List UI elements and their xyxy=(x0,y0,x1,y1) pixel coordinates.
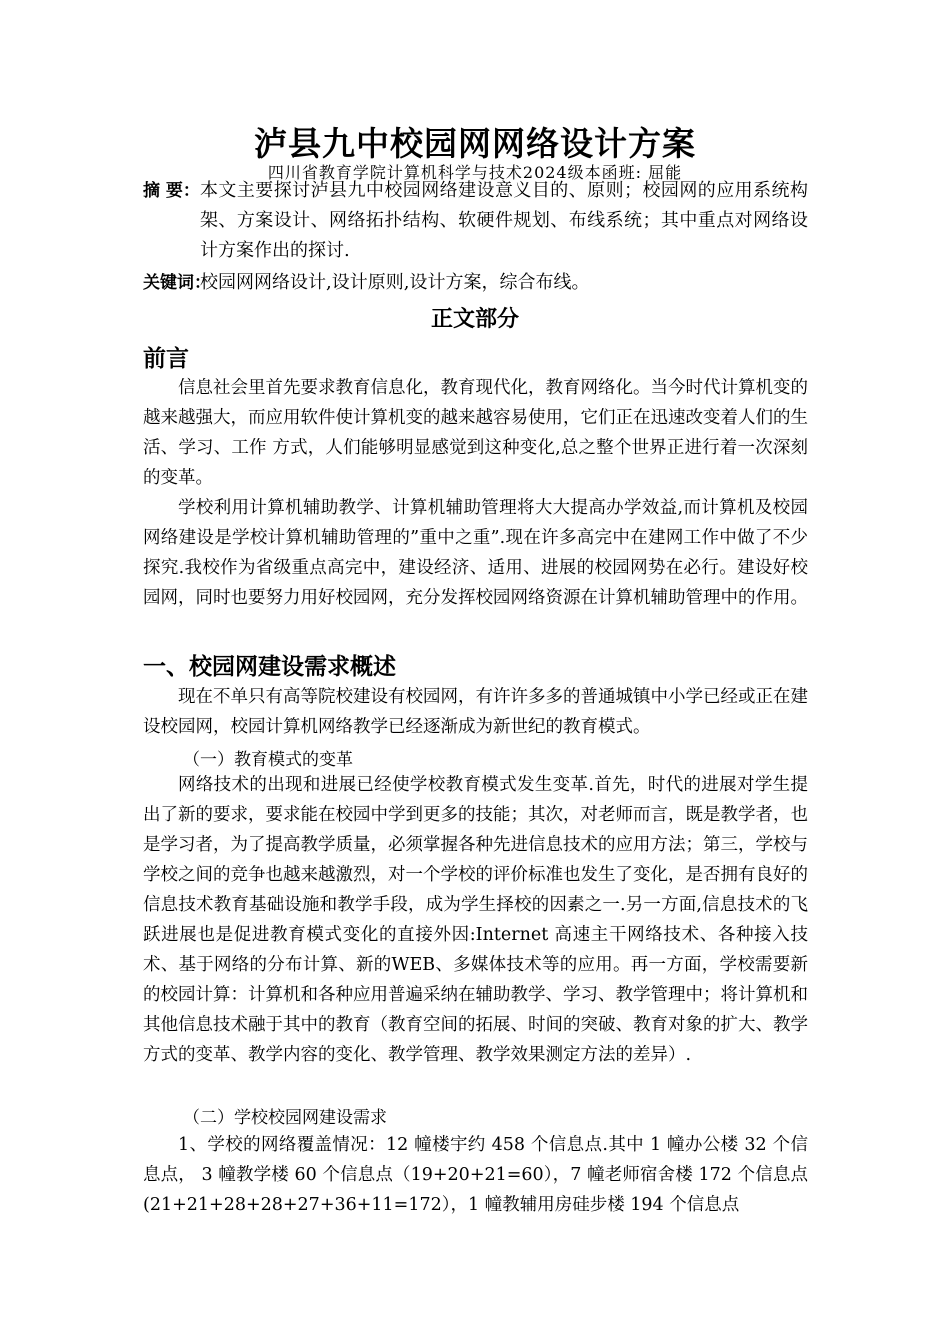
subsection-1-heading: （一）教育模式的变革 xyxy=(183,750,353,770)
document-title: 泸县九中校园网网络设计方案 xyxy=(254,124,696,163)
section1-heading: 一、校园网建设需求概述 xyxy=(143,654,396,680)
keywords-block xyxy=(143,268,808,298)
preface-paragraph-2: 学校利用计算机辅助教学、计算机辅助管理将大大提高办学效益,而计算机及校园网络建设是学校计算机辅助管理的”重中之重”.现在许多高完中在建网工作中做了不少探究.我校作为省级重点高完中，建设经济、适用、进展的校园网势在必行。建设好校园网，同时也要努力用好校园网，充分发挥校园网络资源在计算机辅助管理中的作用。 xyxy=(143,498,808,608)
author-line: 四川省教育学院计算机科学与技术2024级本函班: 屈能 xyxy=(267,163,683,182)
preface-paragraph-1: 信息社会里首先要求教育信息化，教育现代化，教育网络化。当今时代计算机变的越来越强大，而应用软件使计算机变的越来越容易使用，它们正在迅速改变着人们的生活、学习、工作 方式，人们能够明显感觉到这种变化,总之整个世界正进行着一次深刻的变革。 xyxy=(143,378,808,488)
abstract-block xyxy=(143,176,808,266)
main-heading: 正文部分 xyxy=(430,307,519,332)
abstract-text: 本文主要探讨泸县九中校园网络建设意义目的、原则；校园网的应用系统构架、方案设计、网络拓扑结构、软硬件规划、布线系统；其中重点对网络设计方案作出的探讨. xyxy=(200,180,808,261)
section1-paragraph-3: 1、学校的网络覆盖情况：12 幢楼宇约 458 个信息点.其中 1 幢办公楼 32 个信息点， 3 幢教学楼 60 个信息点（19+20+21=60），7 幢老师宿舍楼 172 个信息点(21+21+28+28+27+36+11=172），1 幢教辅用房硅步楼 194 个信息点 xyxy=(143,1135,808,1215)
section1-paragraph-2: 网络技术的出现和进展已经使学校教育模式发生变革.首先，时代的进展对学生提出了新的要求，要求能在校园中学到更多的技能；其次，对老师而言，既是教学者，也是学习者，为了提高教学质量，必须掌握各种先进信息技术的应用方法；第三，学校与学校之间的竞争也越来越激烈，对一个学校的评价标准也发生了变化，是否拥有良好的信息技术教育基础设施和教学手段，成为学生择校的因素之一.另一方面,信息技术的飞跃进展也是促进教育模式变化的直接外因:Internet 高速主干网络技术、各种接入技术、基于网络的分布计算、新的WEB、多媒体技术等的应用。再一方面，学校需要新的校园计算：计算机和各种应用普遍采纳在辅助教学、学习、教学管理中；将计算机和其他信息技术融于其中的教育（教育空间的拓展、时间的突破、教育对象的扩大、教学方式的变革、教学内容的变化、教学管理、教学效果测定方法的差异）. xyxy=(143,775,808,1065)
keywords-text: 校园网网络设计,设计原则,设计方案，综合布线。 xyxy=(200,272,590,293)
subsection-2-heading: （二）学校校园网建设需求 xyxy=(183,1108,387,1128)
section1-paragraph-1: 现在不单只有高等院校建设有校园网，有许许多多的普通城镇中小学已经或正在建设校园网，校园计算机网络教学已经逐渐成为新世纪的教育模式。 xyxy=(143,687,808,737)
preface-heading: 前言 xyxy=(143,346,189,372)
abstract-label: 摘 要： xyxy=(143,181,200,201)
keywords-label: 关键词： xyxy=(143,273,211,293)
